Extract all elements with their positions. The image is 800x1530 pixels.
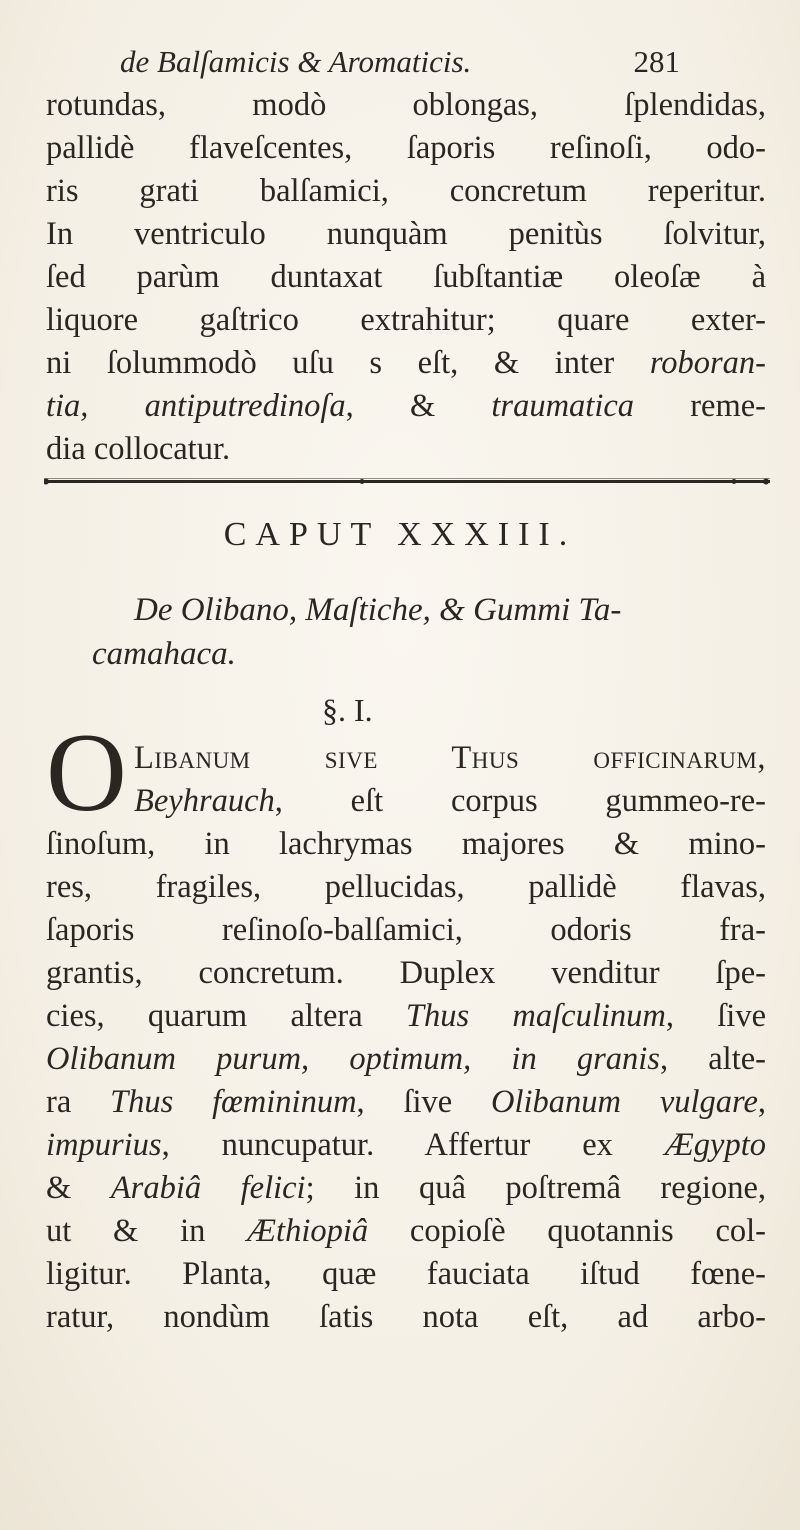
- text-segment: ; in quâ poſtremâ regione,: [305, 1170, 767, 1206]
- page-number: 281: [633, 44, 680, 79]
- running-head: [120, 44, 680, 84]
- italic-term: Thus maſculinum: [405, 998, 666, 1034]
- drop-cap: O: [46, 711, 127, 835]
- text-segment: ni ſolummodò uſu s eſt, & inter: [46, 345, 615, 381]
- text-line: rotundas, modò oblongas, ſplendidas,: [46, 87, 766, 123]
- chapter-heading: CAPUT XXXIII.: [223, 516, 577, 553]
- text-line: ligitur. Planta, quæ fauciata iſtud fœne-: [46, 1256, 766, 1292]
- text-line: pallidè flaveſcentes, ſaporis reſinoſi, odo-: [46, 130, 766, 166]
- text-line: [46, 737, 766, 780]
- text-line: [46, 995, 766, 1038]
- text-line: [46, 1081, 766, 1124]
- text-line: ſaporis reſinoſo-balſamici, odoris fra-: [46, 912, 766, 948]
- text-line: [46, 1038, 766, 1081]
- text-line: [46, 1167, 766, 1210]
- text-segment: cies, quarum altera: [46, 998, 406, 1034]
- italic-term: Beyhrauch: [134, 783, 275, 819]
- chapter-title-line: De Olibano, Maſtiche, & Gummi Ta-: [134, 592, 622, 628]
- text-segment: , alte-: [659, 1041, 766, 1077]
- text-segment: , nuncupatur. Affertur ex: [161, 1127, 665, 1163]
- text-line: [46, 1210, 766, 1253]
- italic-term: Arabiâ felici: [110, 1170, 306, 1206]
- chapter-title-line: camahaca.: [92, 636, 236, 672]
- text-line: ris grati balſamici, concretum reperitur.: [46, 173, 766, 209]
- text-line: ſinoſum, in lachrymas majores & mino-: [46, 826, 766, 862]
- text-line: liquore gaſtrico extrahitur; quare exter-: [46, 302, 766, 338]
- ornamental-divider: [44, 477, 770, 487]
- text-line: grantis, concretum. Duplex venditur ſpe-: [46, 955, 766, 991]
- text-segment: &: [46, 1170, 111, 1206]
- text-line: [46, 385, 766, 428]
- small-caps-term: Libanum ſive Thus officinarum,: [134, 740, 766, 776]
- text-segment: copioſè quotannis col-: [368, 1213, 766, 1249]
- text-line: ratur, nondùm ſatis nota eſt, ad arbo-: [46, 1299, 766, 1335]
- text-segment: , ſive: [356, 1084, 492, 1120]
- text-line: res, fragiles, pellucidas, pallidè flavas,: [46, 869, 766, 905]
- running-title: de Balſamicis & Aromaticis.: [120, 44, 472, 79]
- text-segment: , ſive: [665, 998, 766, 1034]
- italic-term: traumatica: [491, 388, 635, 424]
- italic-term: roboran-: [649, 345, 766, 381]
- text-segment: ,: [757, 1084, 767, 1120]
- italic-term: antiputredinoſa: [144, 388, 346, 424]
- text-segment: ut & in: [46, 1213, 248, 1249]
- text-segment: ra: [46, 1084, 111, 1120]
- text-segment: , &: [345, 388, 492, 424]
- text-segment: tia,: [46, 388, 145, 424]
- italic-term: Thus fœmininum: [110, 1084, 357, 1120]
- body-paragraph: [46, 737, 766, 1339]
- text-segment: , eſt corpus gummeo-re-: [274, 783, 766, 819]
- text-segment: reme-: [634, 388, 767, 424]
- italic-term: Ægypto: [664, 1127, 766, 1163]
- chapter-title: [0, 588, 800, 676]
- italic-term: Olibanum vulgare: [491, 1084, 758, 1120]
- italic-term: Olibanum purum, optimum, in granis: [46, 1041, 660, 1077]
- italic-term: impurius: [46, 1127, 162, 1163]
- text-line: ſed parùm duntaxat ſubſtantiæ oleoſæ à: [46, 259, 766, 295]
- text-line: [46, 1124, 766, 1167]
- text-line: [46, 780, 766, 823]
- top-paragraph: [46, 84, 766, 471]
- text-line: dia collocatur.: [46, 431, 231, 467]
- text-line: [46, 342, 766, 385]
- italic-term: Æthiopiâ: [247, 1213, 369, 1249]
- section-mark: §. I.: [322, 692, 373, 728]
- text-line: In ventriculo nunquàm penitùs ſolvitur,: [46, 216, 766, 252]
